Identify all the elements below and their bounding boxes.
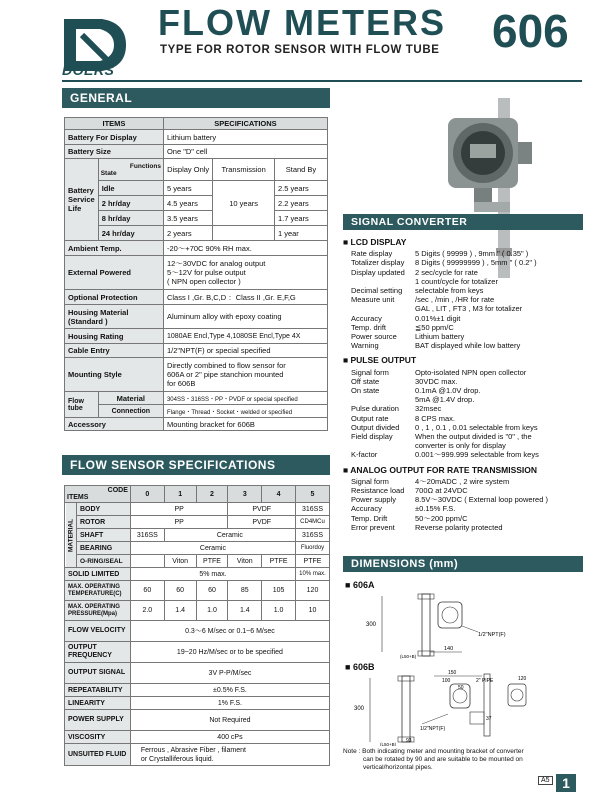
svg-text:37: 37 — [486, 716, 492, 722]
svg-text:300: 300 — [366, 622, 377, 628]
flow-sensor-section-title: FLOW SENSOR SPECIFICATIONS — [62, 455, 330, 475]
dim-606b-heading: ■ 606B — [345, 662, 374, 672]
svg-text:150: 150 — [448, 670, 457, 676]
general-section-title: GENERAL — [62, 88, 330, 108]
logo-text: DOERS — [62, 62, 115, 78]
header-rule — [62, 80, 582, 82]
dim-606a-drawing — [360, 592, 520, 662]
general-table: ITEMS SPECIFICATIONS Battery For Display Lithium battery Battery Size One "D" cell Battery Service Life Functions State Display Only Transmission Stand By Idle 5 years 10 years 2.5 years 2 hr/day 4.5 years 2.2 years 8 hr/day 3.5 years 1.7 years 24 hr/day 2 years 1 year Ambient Temp. -20～+70C 90% RH max. External Powered 12～30VDC for analog output 5～12V for pulse output ( NPN open collector ) Optional Protection Class I ,Gr. B,C,D ：Class II ,Gr. E,F,G Housing Material (Standard ) Aluminum alloy with epoxy coating Housing Rating 1080AE Encl,Type 4,1080SE Encl,Type 4X Cable Entry 1/2"NPT(F) or special specified Mounting Style Directly combined to flow sensor for 606A or 2" pipe stanchion mounted for 606B Flow tube Material 304SS・316SS・PP・PVDF or special specified Connection Flange・Thread・Socket・welded or specified Accessory Mounting bracket for 606B — [64, 117, 328, 431]
analog-output-heading: ■ ANALOG OUTPUT FOR RATE TRANSMISSION — [343, 466, 583, 475]
page-subtitle: TYPE FOR ROTOR SENSOR WITH FLOW TUBE — [160, 44, 440, 56]
page-number: 1 — [556, 774, 576, 792]
lcd-display-heading: ■ LCD DISPLAY — [343, 238, 583, 247]
flow-sensor-table: CODE ITEMS 0 1 2 3 4 5 MATERIAL BODY PP PVDF 316SS ROTOR PP PVDF CD4MCu SHAFT 316SS Ceramic 316SS BEARING Ceramic Fluordoy O-RING/SEAL Viton PTFE Viton PTFE PTFE SOLID LIMITED 5% max. 10% max. MAX. OPERATING TEMPERATURE(C) 60 60 60 85 105 120 MAX. OPERATING PRESSURE(Mpa) 2.0 1.4 1.0 1.4 1.0 10 FLOW VELOCITY 0.3～6 M/sec or 0.1~6 M/sec OUTPUT FREQUENCY 19~20 Hz/M/sec or to be specified OUTPUT SIGNAL 3V P-P/M/sec REPEATABILITY ±0.5% F.S. LINEARITY 1% F.S. POWER SUPPLY Not Required VISCOSITY 400 cPs UNSUITED FLUID Ferrous , Abrasive Fiber , filament or Crystalliferous liquid. — [64, 485, 330, 766]
svg-text:(L50+B): (L50+B) — [400, 654, 417, 659]
catalog-code: A5 — [538, 776, 553, 785]
svg-text:50: 50 — [458, 685, 464, 691]
svg-text:93: 93 — [406, 738, 412, 744]
svg-text:(L50+B): (L50+B) — [380, 742, 397, 746]
dimensions-section-title: DIMENSIONS (mm) — [343, 556, 583, 572]
dim-606b-drawing — [352, 670, 552, 746]
pulse-output-heading: ■ PULSE OUTPUT — [343, 356, 583, 365]
dim-606a-heading: ■ 606A — [345, 580, 374, 590]
lcd-display-block: ■ LCD DISPLAY Rate display 5 Digits ( 99999 ) , 9mm " ( 0.35" ) Totalizer display 8 Digits ( 99999999 ) , 5mm " ( 0.2" ) Display updated 2 sec/cycle for rate 1 count/cycle for totalizer Decimal setting selectable from keys Measure unit /sec , /min , /HR for rate GAL , LIT , FT3 , M3 for totalizer Accuracy 0.01%±1 digit Temp. drift ≦50 ppm/C Power source Lithium battery Warning BAT displayed while low battery ■ PULSE OUTPUT Signal form Opto-isolated NPN open collector Off state 30VDC max. On state 0.1mA @1.0V drop. 5mA @1.4V drop. Pulse duration 32msec Output rate 8 CPS max. Output divided 0 , 1 , 0.1 , 0.01 selectable from keys Field display When the output divided is "0" , the converter is only for display K-factor 0.001～999.999 selectable from keys ■ ANALOG OUTPUT FOR RATE TRANSMISSION Signal form 4～20mADC , 2 wire system Resistance load 700Ω at 24VDC Power supply 8.5V～30VDC ( External loop powered ) Accuracy ±0.15% F.S. Temp. Drift 50～200 ppm/C Error prevent Reverse polarity protected — [343, 236, 583, 532]
svg-text:1/2"NPT(F): 1/2"NPT(F) — [420, 726, 446, 732]
svg-text:100: 100 — [442, 678, 451, 684]
svg-text:120: 120 — [518, 676, 527, 682]
svg-text:300: 300 — [354, 706, 365, 712]
signal-converter-section-title: SIGNAL CONVERTER — [343, 214, 583, 230]
page-title: FLOW METERS — [158, 2, 446, 43]
model-number: 606 — [492, 5, 569, 57]
dimensions-note: Note : Both indicating meter and mounting bracket of converter can be rotated by 90 and are suitable to be mounted on vertical/horizontal pipes. — [343, 748, 524, 771]
svg-text:1/2"NPT(F): 1/2"NPT(F) — [478, 632, 506, 638]
svg-text:2" PIPE: 2" PIPE — [476, 678, 494, 684]
svg-text:140: 140 — [444, 646, 454, 652]
